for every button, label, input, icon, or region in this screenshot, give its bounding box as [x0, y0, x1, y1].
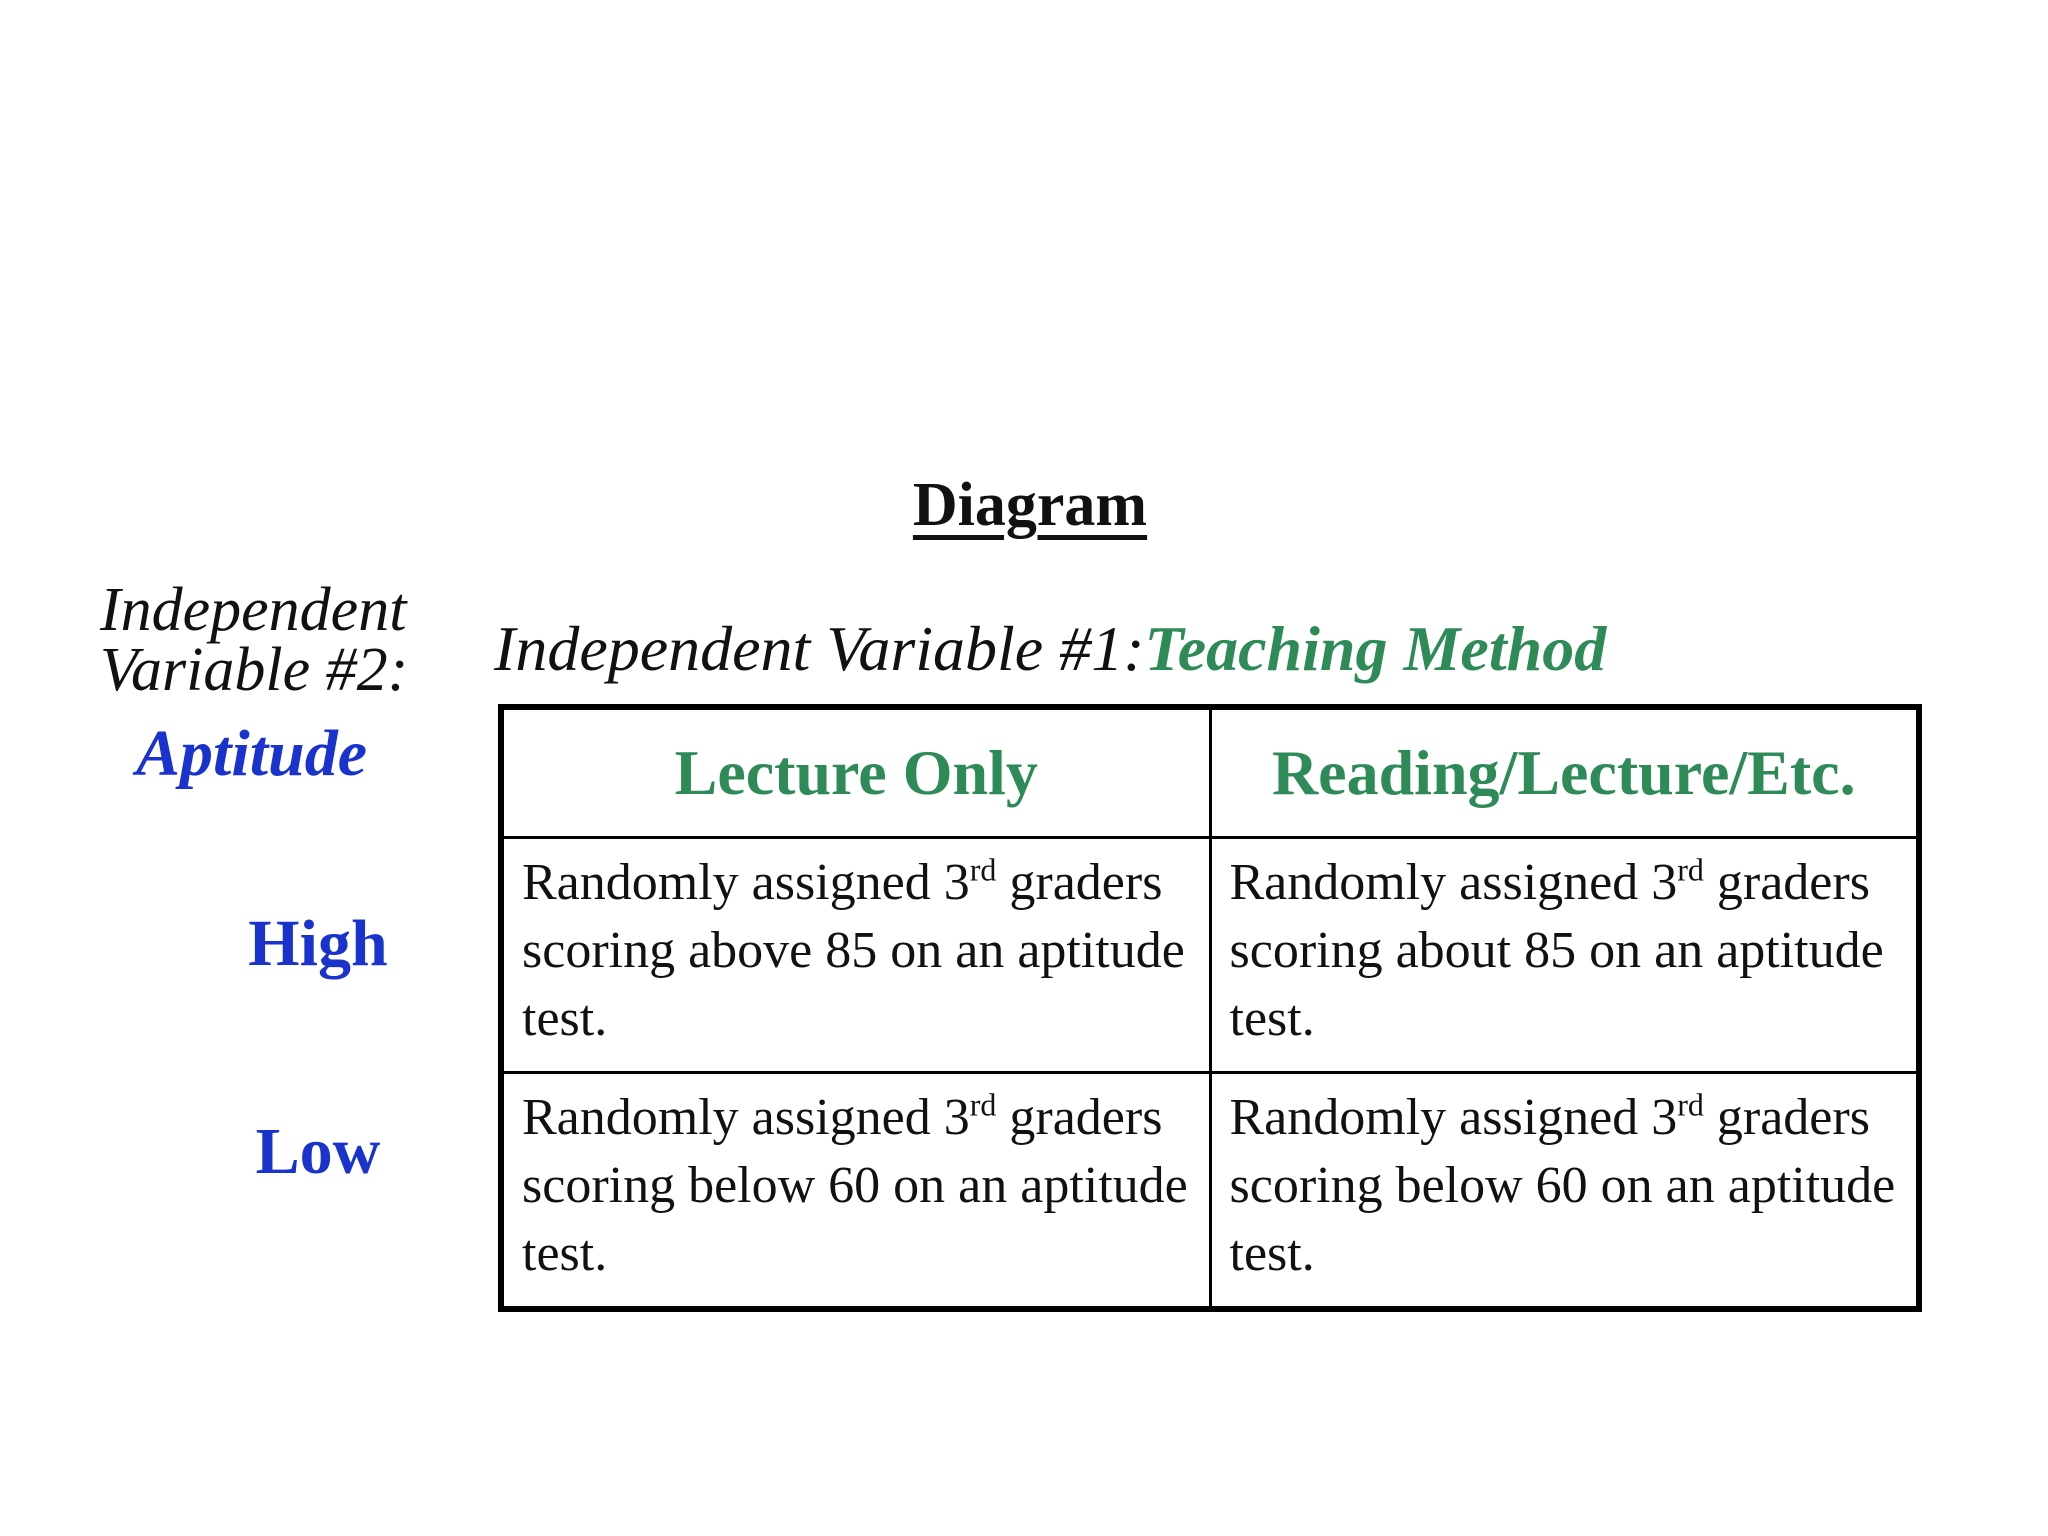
iv2-value: Aptitude	[136, 717, 368, 790]
cell-sup: rd	[969, 851, 997, 888]
cell-text: graders scoring about 85 on an aptitude test.	[1229, 854, 1884, 1047]
cell-text: graders scoring below 60 on an aptitude test.	[1229, 1089, 1896, 1282]
table-header-row	[501, 707, 1919, 838]
table-row-low	[501, 1073, 1919, 1310]
cell-text: Randomly assigned 3	[522, 854, 970, 911]
column-header-lecture-only: Lecture Only	[501, 707, 1210, 838]
cell-text: Randomly assigned 3	[1229, 1089, 1678, 1146]
independent-variable-2-label	[100, 576, 460, 704]
cell-text: Randomly assigned 3	[1229, 854, 1678, 911]
iv1-label: Independent Variable #1:	[494, 613, 1145, 684]
cell-sup: rd	[1677, 1086, 1704, 1123]
iv2-label-line2: Variable #2:	[100, 636, 409, 704]
cell-high-reading	[1210, 838, 1919, 1073]
cell-low-reading	[1210, 1073, 1919, 1310]
cell-text: graders scoring above 85 on an aptitude test.	[522, 854, 1185, 1047]
cell-high-lecture	[501, 838, 1210, 1073]
cell-sup: rd	[1677, 851, 1704, 888]
iv1-value: Teaching Method	[1144, 613, 1607, 684]
row-label-high: High	[248, 907, 388, 980]
cell-text: Randomly assigned 3	[522, 1089, 970, 1146]
diagram-title: Diagram	[912, 471, 1148, 539]
diagram-table	[498, 704, 1922, 1312]
table-row-high	[501, 838, 1919, 1073]
cell-sup: rd	[969, 1086, 997, 1123]
column-header-reading-lecture: Reading/Lecture/Etc.	[1210, 707, 1919, 838]
iv2-label-line1: Independent	[100, 576, 407, 644]
cell-low-lecture	[501, 1073, 1210, 1310]
cell-text: graders scoring below 60 on an aptitude test.	[522, 1089, 1188, 1282]
independent-variable-1-label	[494, 612, 1606, 686]
row-label-low: Low	[255, 1115, 381, 1188]
